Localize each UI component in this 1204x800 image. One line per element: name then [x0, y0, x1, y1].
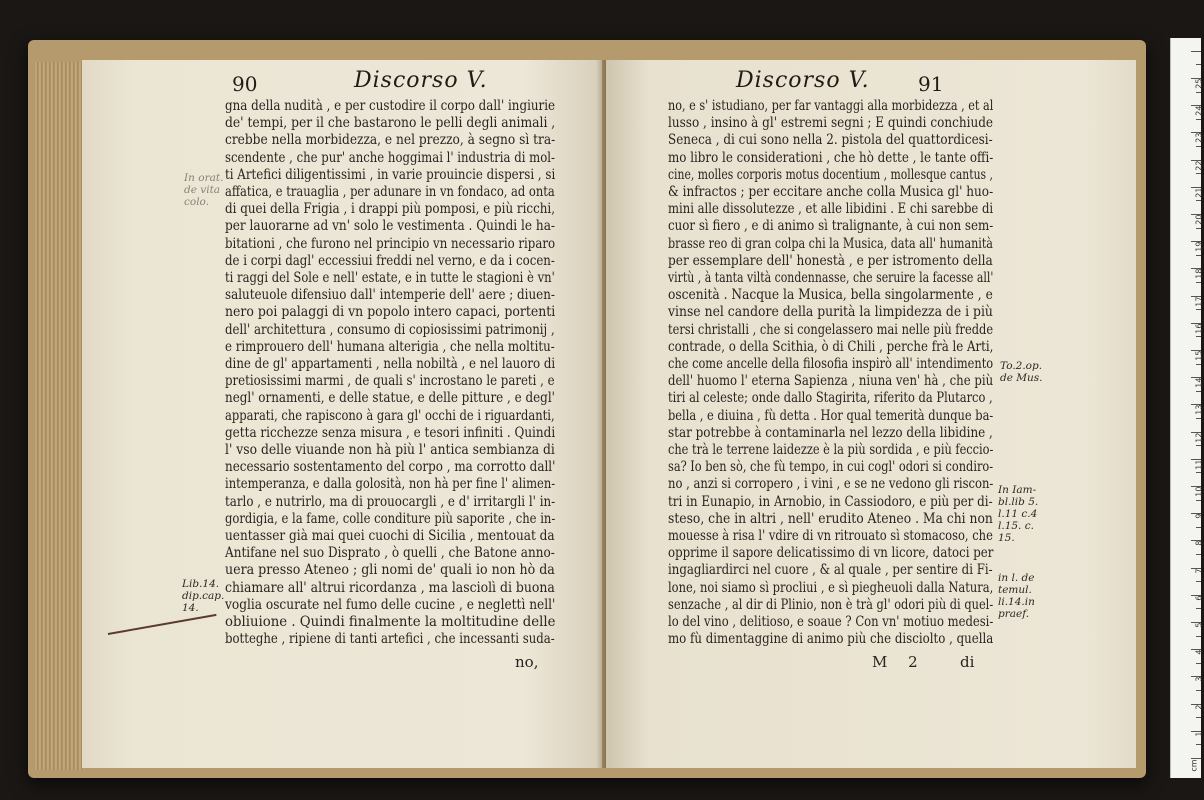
right-text-line-5: cine, molles corporis motus docentium , mollesque cantus ,: [668, 166, 993, 183]
left-text-line-21: l' vso delle viuande non hà più l' antica sembianza di: [225, 442, 555, 458]
ruler-tick: [1196, 527, 1201, 528]
ruler-tick: [1196, 418, 1201, 419]
ruler-label: 25: [1194, 78, 1204, 89]
ruler-tick: [1196, 500, 1201, 501]
ruler-tick: [1191, 51, 1201, 52]
ruler-tick: [1196, 309, 1201, 310]
ruler-label: 10: [1194, 486, 1204, 497]
ruler-tick: [1196, 608, 1201, 609]
left-text-line-27: Antifane nel suo Disprato , ò quelli , che Batone anno-: [225, 545, 555, 562]
marginal-note-iamb: In Iam- bl.lib 5. l.11 c.4 l.15. c. 15.: [998, 484, 1039, 544]
right-text-line-15: contrade, o della Scithia, ò di Chili , perche frà le Arti,: [668, 338, 994, 355]
right-text-line-11: virtù , à tanta viltà condennasse, che seruire la facesse all': [668, 270, 994, 286]
ruler-label: 12: [1194, 432, 1204, 443]
right-text-line-10: per essemplare dell' honestà , e per istromento della: [668, 252, 993, 269]
left-text-line-17: pretiosissimi marmi , de quali s' incrostano le pareti , e: [225, 373, 555, 390]
left-text-line-25: gordigia, e la fame, colle conditure più saporite , che in-: [225, 510, 556, 527]
right-text-line-16: che come ancelle della filosofia inspirò all' intendimento: [668, 356, 994, 372]
ruler-unit-label: cm: [1189, 759, 1199, 772]
left-text-line-9: bitationi , che furono nel principio vn necessario riparo: [225, 235, 556, 252]
left-text-line-14: dell' architettura , consumo di copiosissimi patrimonij ,: [225, 321, 555, 338]
ruler-label: 1: [1194, 731, 1204, 737]
right-text-line-12: oscenità . Nacque la Musica, bella singolarmente , e: [668, 287, 993, 304]
right-text-line-29: lone, noi siamo sì procliui , e sì piegheuoli dalla Natura,: [668, 579, 994, 596]
ruler-tick: [1191, 758, 1201, 759]
right-text-line-13: vinse nel candore della purità la limpidezza de i più: [668, 304, 993, 321]
ruler-label: 19: [1194, 241, 1204, 252]
marginal-note-temul: in l. de temul. li.14.in praef.: [998, 572, 1035, 620]
ruler-label: 24: [1194, 105, 1204, 116]
ruler-tick: [1196, 146, 1201, 147]
left-text-line-2: de' tempi, per il che bastarono le pelli degli animali ,: [225, 115, 556, 132]
left-text-line-15: e rimprouero dell' humana alterigia , che nella moltitu-: [225, 338, 555, 355]
ruler-label: 23: [1194, 132, 1204, 144]
right-text-line-24: tri in Eunapio, in Arnobio, in Cassiodoro, e più per di-: [668, 493, 993, 510]
left-text-line-3: crebbe nella morbidezza, e nel prezzo, à segno sì tra-: [225, 132, 556, 149]
marginal-note-lib14: Lib.14. dip.cap. 14.: [182, 578, 225, 614]
left-text-line-32: botteghe , ripiene di tanti artefici , che incessanti suda-: [225, 631, 555, 648]
left-text-line-1: gna della nudità , e per custodire il corpo dall' ingiurie: [225, 98, 556, 114]
ruler-tick: [1196, 336, 1201, 337]
right-text-line-17: dell' huomo l' eterna Sapienza , niuna ven' hà , che più: [668, 373, 994, 390]
left-catchword: no,: [515, 653, 539, 671]
ruler-tick: [1196, 581, 1201, 582]
left-text-line-10: de i corpi dagl' eccessiui freddi nel verno, e da i cocen-: [225, 252, 555, 269]
right-text-line-22: sa? Io ben sò, che fù tempo, in cui cogl' odori si condiro-: [668, 459, 994, 476]
ruler-label: 7: [1194, 568, 1204, 574]
left-text-line-5: ti Artefici diligentissimi , in varie prouincie dispersi , si: [225, 166, 556, 183]
left-text-line-26: uentasser già mai quei cuochi di Sicilia , mentouat da: [225, 528, 555, 544]
right-text-line-7: mini alle dissolutezze , et alle libidini . E chi sarebbe di: [668, 201, 994, 218]
ruler-label: 11: [1194, 459, 1204, 470]
ruler-label: 15: [1194, 350, 1204, 361]
left-running-head: Discorso V.: [354, 68, 488, 93]
right-text-line-23: no , anzi si corropero , i vini , e se ne vedono gli riscon-: [668, 476, 994, 493]
left-text-line-12: saluteuole difensiuo dall' intemperie dell' aere ; diuen-: [225, 287, 555, 304]
right-text-line-32: mo fù dimentaggine di animo più che disciolto , quella: [668, 631, 994, 648]
marginal-note-to2: To.2.op. de Mus.: [1000, 360, 1043, 384]
ruler-tick: [1196, 554, 1201, 555]
left-text-line-23: intemperanza, e dalla golosità, non hà per fine l' alimen-: [225, 476, 556, 493]
ruler-tick: [1196, 200, 1201, 201]
marginal-note-faded: In orat. de vita colo.: [184, 172, 224, 208]
right-text-line-9: brasse reo di gran colpa chi la Musica, data all' humanità: [668, 235, 993, 252]
ruler-tick: [1196, 717, 1201, 718]
left-text-line-7: di quei della Frigia , i drappi più pomposi, e più ricchi,: [225, 201, 556, 218]
ruler-tick: [1196, 228, 1201, 229]
left-text-line-11: ti raggi del Sole e nell' estate, e in tutte le stagioni è vn': [225, 270, 555, 286]
ruler-tick: [1196, 364, 1201, 365]
right-text-line-8: cuor sì fiero , e di animo sì tralignante, à cui non sem-: [668, 218, 994, 235]
left-text-line-22: necessario sostentamento del corpo , ma corrotto dall': [225, 459, 556, 476]
left-text-line-31: obliuione . Quindi finalmente la moltitudine delle: [225, 614, 556, 630]
right-text-line-27: opprime il sapore delicatissimo di vn licore, datoci per: [668, 545, 994, 562]
measurement-ruler: [1170, 38, 1204, 778]
ruler-label: 2: [1194, 704, 1204, 710]
right-page-number: 91: [918, 72, 944, 96]
left-text-line-20: getta ricchezze senza misura , e tesori infiniti . Quindi: [225, 424, 556, 441]
ruler-tick: [1196, 472, 1201, 473]
ruler-tick: [1196, 92, 1201, 93]
right-text-line-20: star potrebbe à contaminarla nel lezzo della libidine ,: [668, 424, 993, 441]
ruler-label: 3: [1194, 676, 1204, 682]
right-text-line-30: senzache , al dir di Plinio, non è trà gl' odori più di quel-: [668, 596, 994, 613]
ruler-label: 22: [1194, 160, 1204, 171]
ruler-tick: [1196, 445, 1201, 446]
left-text-line-16: dine de gl' appartamenti , nella nobiltà , e nel lauoro di: [225, 356, 556, 372]
ruler-label: 18: [1194, 268, 1204, 280]
ruler-label: 21: [1194, 187, 1204, 198]
ruler-tick: [1196, 690, 1201, 691]
right-text-line-3: Seneca , di cui sono nella 2. pistola del quattordicesi-: [668, 132, 993, 149]
ruler-label: 17: [1194, 296, 1204, 307]
ruler-label: 14: [1194, 377, 1204, 388]
right-text-line-19: bella , e diuina , fù detta . Hor qual temerità dunque ba-: [668, 407, 994, 424]
right-signature: M 2: [872, 653, 926, 671]
ruler-label: 20: [1194, 214, 1204, 225]
ruler-label: 4: [1194, 649, 1204, 655]
left-text-line-13: nero poi palaggi di vn popolo intero capaci, portenti: [225, 304, 556, 321]
ruler-tick: [1196, 282, 1201, 283]
right-text-line-4: mo libro le considerationi , che hò dette , le tante offi-: [668, 149, 994, 166]
right-text-line-31: lo del vino , delitioso, e soaue ? Con vn' motiuo medesi-: [668, 614, 994, 630]
right-text-line-25: steso, che in altri , nell' erudito Ateneo . Ma chi non: [668, 510, 993, 527]
ruler-label: 13: [1194, 404, 1204, 416]
ruler-label: 16: [1194, 323, 1204, 334]
left-text-line-19: apparati, che rapiscono à gara gl' occhi de i riguardanti,: [225, 407, 555, 424]
left-text-line-8: per lauorarne ad vn' solo le vestimenta . Quindi le ha-: [225, 218, 555, 235]
ruler-label: 6: [1194, 595, 1204, 601]
ruler-label: 9: [1194, 513, 1204, 519]
right-catchword: di: [960, 653, 975, 671]
ruler-label: 8: [1194, 540, 1204, 546]
right-text-line-28: ingagliardirci nel cuore , & al quale , per sentire di Fi-: [668, 562, 993, 579]
ruler-tick: [1196, 744, 1201, 745]
ruler-tick: [1196, 636, 1201, 637]
left-text-line-29: chiamare all' altrui ricordanza , ma lasciolì di buona: [225, 579, 555, 596]
right-running-head: Discorso V.: [736, 68, 870, 93]
left-text-line-24: tarlo , e nutrirlo, ma di prouocargli , e d' irritargli l' in-: [225, 493, 556, 510]
ruler-tick: [1196, 391, 1201, 392]
left-text-line-18: negl' ornamenti, e delle statue, e delle pitture , e degl': [225, 390, 555, 407]
ruler-tick: [1196, 663, 1201, 664]
ruler-tick: [1196, 255, 1201, 256]
right-text-line-26: mouesse à risa l' vdire di vn ritrouato sì stomacoso, che: [668, 528, 993, 544]
ruler-tick: [1196, 119, 1201, 120]
left-page-number: 90: [232, 72, 258, 96]
left-text-line-30: voglia oscurate nel fumo delle cucine , e neglettì nell': [225, 596, 556, 613]
left-text-line-28: uera presso Ateneo ; gli nomi de' quali io non hò da: [225, 562, 555, 579]
left-text-line-6: affatica, e trauaglia , per adunare in vn fondaco, ad onta: [225, 184, 555, 200]
page-stack-edge: [34, 62, 82, 770]
right-text-line-6: & infractos ; per eccitare anche colla Musica gl' huo-: [668, 184, 994, 200]
ruler-tick: [1196, 173, 1201, 174]
right-text-line-21: che trà le terrene laidezze è la più sordida , e più feccio-: [668, 442, 994, 458]
ruler-label: 5: [1194, 622, 1204, 628]
right-text-line-18: tiri al celeste; onde dallo Stagirita, riferito da Plutarco ,: [668, 390, 993, 407]
right-text-line-2: lusso , insino à gl' estremi segni ; E quindi conchiude: [668, 115, 994, 132]
right-text-line-14: tersi christalli , che si congelassero mai nelle più fredde: [668, 321, 994, 338]
right-text-line-1: no, e s' istudiano, per far vantaggi alla morbidezza , et al: [668, 98, 994, 114]
ruler-tick: [1196, 64, 1201, 65]
left-text-line-4: scendente , che pur' anche hoggimai l' industria di mol-: [225, 149, 555, 166]
